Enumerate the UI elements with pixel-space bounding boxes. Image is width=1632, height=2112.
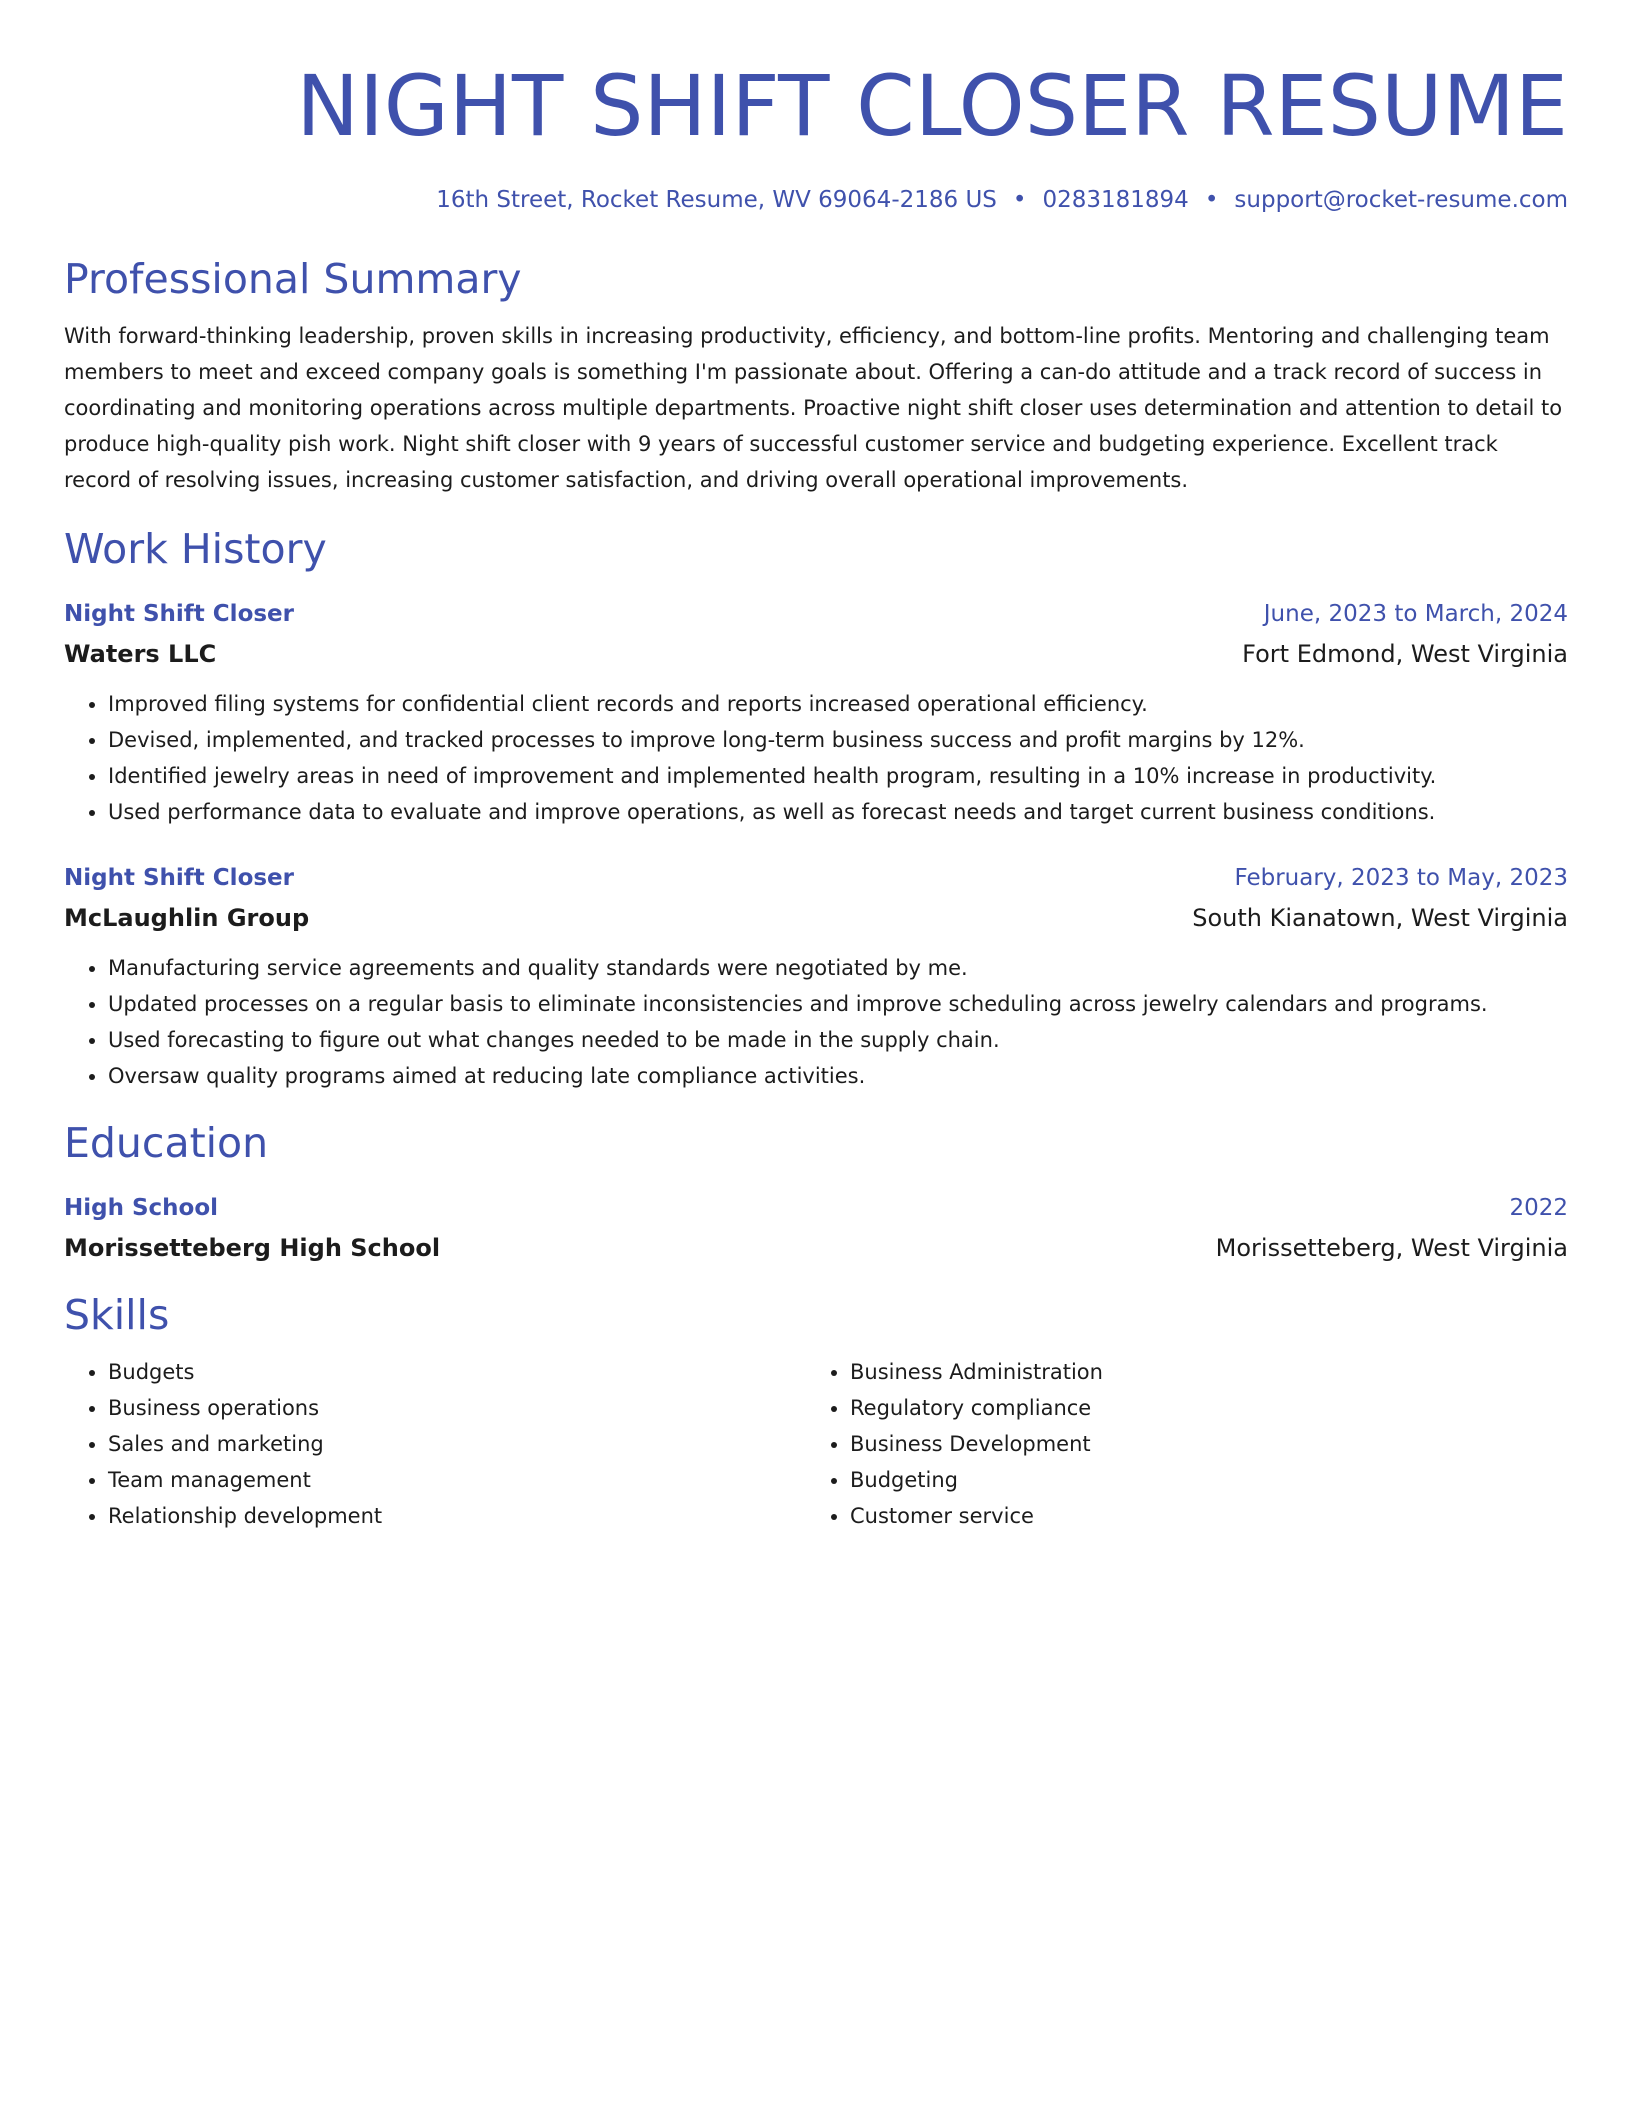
skill-item: • Regulatory compliance xyxy=(850,1390,1548,1426)
skills-column-right xyxy=(806,1354,1548,1534)
job-bullets xyxy=(64,686,1568,830)
skill-item: • Business Administration xyxy=(850,1354,1548,1390)
job-entry xyxy=(64,858,1568,1094)
contact-line xyxy=(64,184,1568,216)
job-role: Night Shift Closer xyxy=(64,601,294,627)
job-company: McLaughlin Group xyxy=(64,904,310,932)
job-bullet: • Manufacturing service agreements and quality standards were negotiated by me. xyxy=(108,950,1568,986)
contact-phone: 0283181894 xyxy=(1042,187,1189,213)
education-heading: Education xyxy=(64,1119,269,1167)
skill-item: • Customer service xyxy=(850,1498,1548,1534)
job-bullet: • Updated processes on a regular basis to eliminate inconsistencies and improve scheduling across jewelry calendars and programs. xyxy=(108,986,1568,1022)
skill-item: • Business Development xyxy=(850,1426,1548,1462)
skill-item: • Business operations xyxy=(108,1390,806,1426)
resume-title: NIGHT SHIFT CLOSER RESUME xyxy=(296,57,1568,155)
summary-text: With forward-thinking leadership, proven skills in increasing productivity, efficiency, and bottom-line profits. Mentoring and challenging team members to meet and exceed company goals is something I'm passionate about. Offering a can-do attitude and a track record of success in coordinating and monitoring operations across multiple departments. Proactive night shift closer uses determination and attention to detail to produce high-quality pish work. Night shift closer with 9 years of successful customer service and budgeting experience. Excellent track record of resolving issues, increasing customer satisfaction, and driving overall operational improvements. xyxy=(64,324,1563,492)
skills-list xyxy=(64,1354,1568,1534)
skill-item: • Relationship development xyxy=(108,1498,806,1534)
job-dates: February, 2023 to May, 2023 xyxy=(1234,865,1568,891)
contact-separator: • xyxy=(1012,187,1027,213)
summary-heading: Professional Summary xyxy=(64,255,522,303)
job-entry xyxy=(64,594,1568,830)
resume-header xyxy=(64,56,1568,216)
contact-address: 16th Street, Rocket Resume, WV 69064-2186 US xyxy=(436,187,997,213)
contact-separator: • xyxy=(1204,187,1219,213)
job-bullet: • Improved filing systems for confidential client records and reports increased operational efficiency. xyxy=(108,686,1568,722)
job-dates: June, 2023 to March, 2024 xyxy=(1263,601,1568,627)
education-school: Morissetteberg High School xyxy=(64,1234,441,1262)
job-bullets xyxy=(64,950,1568,1094)
job-company: Waters LLC xyxy=(64,640,217,668)
skill-item: • Budgets xyxy=(108,1354,806,1390)
job-bullet: • Devised, implemented, and tracked processes to improve long-term business success and profit margins by 12%. xyxy=(108,722,1568,758)
job-bullet: • Identified jewelry areas in need of improvement and implemented health program, resulting in a 10% increase in productivity. xyxy=(108,758,1568,794)
contact-email: support@rocket-resume.com xyxy=(1234,187,1568,213)
education-year: 2022 xyxy=(1509,1195,1568,1221)
skill-item: • Team management xyxy=(108,1462,806,1498)
skill-item: • Budgeting xyxy=(850,1462,1548,1498)
job-bullet: • Used performance data to evaluate and improve operations, as well as forecast needs and target current business conditions. xyxy=(108,794,1568,830)
education-entry xyxy=(64,1188,1568,1268)
skills-heading: Skills xyxy=(64,1291,170,1339)
education-degree: High School xyxy=(64,1195,219,1221)
skill-item: • Sales and marketing xyxy=(108,1426,806,1462)
job-bullet: • Oversaw quality programs aimed at reducing late compliance activities. xyxy=(108,1058,1568,1094)
resume-page xyxy=(64,0,1568,1534)
work-history-heading: Work History xyxy=(64,525,327,573)
job-bullet: • Used forecasting to figure out what changes needed to be made in the supply chain. xyxy=(108,1022,1568,1058)
job-location: Fort Edmond, West Virginia xyxy=(1242,640,1568,668)
job-role: Night Shift Closer xyxy=(64,865,294,891)
skills-column-left xyxy=(64,1354,806,1534)
education-location: Morissetteberg, West Virginia xyxy=(1215,1234,1568,1262)
job-location: South Kianatown, West Virginia xyxy=(1192,904,1568,932)
